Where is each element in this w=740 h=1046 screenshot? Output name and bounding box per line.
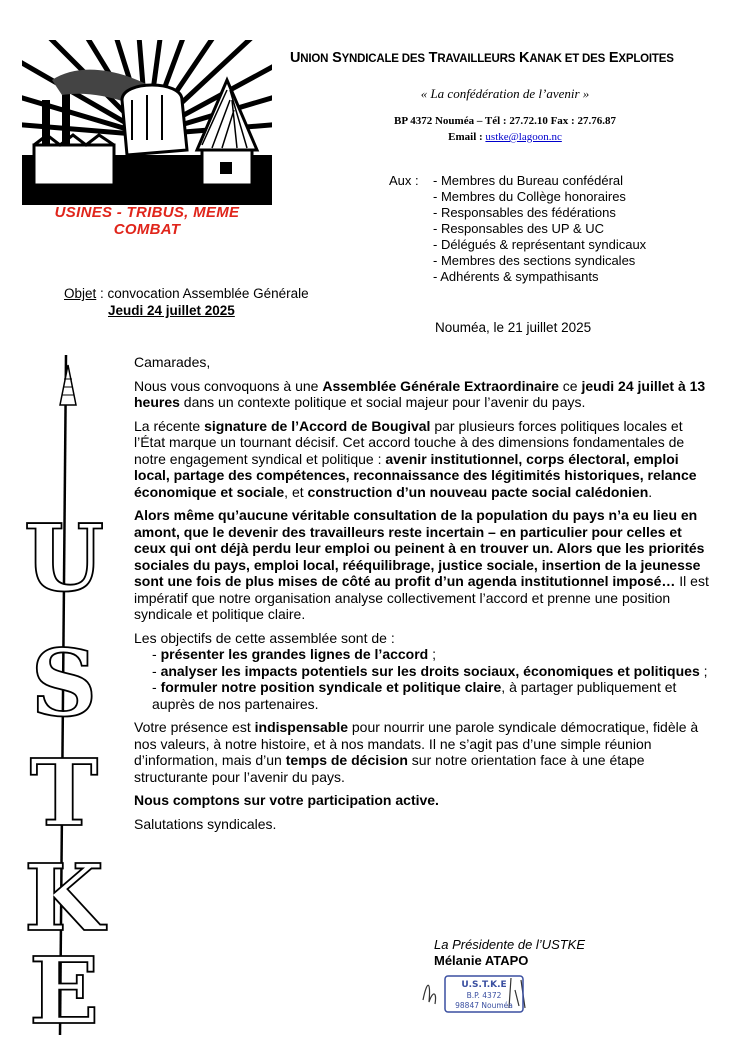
- closing: Salutations syndicales.: [134, 815, 277, 832]
- email-label: Email :: [448, 131, 486, 143]
- subject-line: [64, 286, 309, 301]
- paragraph-presence: Votre présence est indispensable pour nourrir une parole syndicale démocratique, fidèle à nos valeurs, à notre histoire, et à nos mandats. Il ne s’agit pas d’une simple réunion d’information, mais d’un temps de décision sur notre orientation face à une étape structurante pour l’avenir du pays.: [134, 719, 699, 785]
- subject-label: Objet: [64, 286, 97, 301]
- shell-icon: [60, 365, 76, 405]
- stamp-line: B.P. 4372: [466, 991, 502, 1000]
- paragraph-context: Alors même qu’aucune véritable consultation de la population du pays n’a eu lieu en amont, que le devenir des travailleurs reste incertain – en particulier pour celles et ceux qui ont déjà perdu leur emploi ou peinent à en trouver un. Alors que les priorités sociales du pays, emploi local, rééquilibrage, justice sociale, insertion de la jeunesse sont une fois de plus mises de côté au profit d’un agenda institutionnel imposé… Il est impératif que notre organisation analyse collectivement l’accord et prenne une position syndicale et politique claire.: [134, 507, 709, 622]
- recipient-item: - Délégués & représentant syndicaux: [433, 237, 647, 252]
- objectives-list: [134, 646, 710, 712]
- slogan: « La confédération de l’avenir »: [420, 86, 590, 101]
- subject-date: Jeudi 24 juillet 2025: [108, 303, 235, 318]
- signatory-name: Mélanie ATAPO: [434, 953, 529, 968]
- recipient-item: - Adhérents & sympathisants: [433, 269, 599, 284]
- logo-tagline: USINES - TRIBUS, MEME COMBAT: [54, 204, 240, 238]
- objective-item: - présenter les grandes lignes de l’accord ;: [152, 646, 437, 662]
- objectives-intro: Les objectifs de cette assemblée sont de :: [134, 629, 395, 646]
- paragraph-accord: La récente signature de l’Accord de Bougival par plusieurs forces politiques locales et l’État marque un tournant décisif. Cet accord touche à des dimensions fondamentales de notre engagement syndical et politique : avenir institutionnel, corps électoral, emploi local, partage des compétences, reconnaissance des légitimités historiques, relance économique et sociale, et construction d’un nouveau pacte social calédonien.: [134, 417, 697, 500]
- objective-item: - formuler notre position syndicale et politique claire, à partager publiquement et auprès de nos partenaires.: [152, 679, 677, 712]
- recipient-item: - Membres du Collège honoraires: [433, 189, 626, 204]
- banner-letter-k: K: [24, 844, 104, 952]
- stamp-line: 98847 Nouméa: [455, 1001, 513, 1010]
- paragraph-participation: Nous comptons sur votre participation active.: [134, 792, 439, 808]
- union-stamp: [415, 970, 545, 1016]
- salutation: Camarades,: [134, 354, 211, 370]
- recipients-label: Aux :: [389, 173, 419, 188]
- email-contact: [290, 131, 720, 143]
- banner-letter-s: S: [30, 629, 98, 737]
- email-link[interactable]: ustke@lagoon.nc: [485, 131, 562, 143]
- stamp-line: U.S.T.K.E: [461, 980, 507, 990]
- place-and-date: Nouméa, le 21 juillet 2025: [435, 320, 592, 335]
- paragraph-convocation: Nous vous convoquons à une Assemblée Générale Extraordinaire ce jeudi 24 juillet à 13 heures dans un contexte politique et social majeur pour l’avenir du pays.: [134, 377, 706, 410]
- signatory-title: La Présidente de l’USTKE: [434, 937, 586, 952]
- banner-letter-t: T: [29, 739, 99, 847]
- organization-name: UNION SYNDICALE DES TRAVAILLEURS KANAK ET DES EXPLOITES: [290, 50, 674, 66]
- objective-item: - analyser les impacts potentiels sur les droits sociaux, économiques et politiques ;: [152, 662, 708, 679]
- recipients-list: [433, 173, 646, 285]
- banner-letter-e: E: [28, 937, 100, 1035]
- recipient-item: - Responsables des fédérations: [433, 205, 616, 220]
- recipient-item: - Membres des sections syndicales: [433, 253, 636, 268]
- banner-letter-u: U: [23, 504, 105, 612]
- recipient-item: - Responsables des UP & UC: [433, 221, 605, 236]
- ustke-logo: [22, 40, 272, 220]
- ustke-vertical-banner: [20, 355, 108, 1035]
- subject-text: : convocation Assemblée Générale: [96, 286, 309, 301]
- recipient-item: - Membres du Bureau confédéral: [433, 173, 624, 188]
- postal-contact: BP 4372 Nouméa – Tél : 27.72.10 Fax : 27.76.87: [394, 115, 616, 127]
- letter-body: [134, 354, 710, 839]
